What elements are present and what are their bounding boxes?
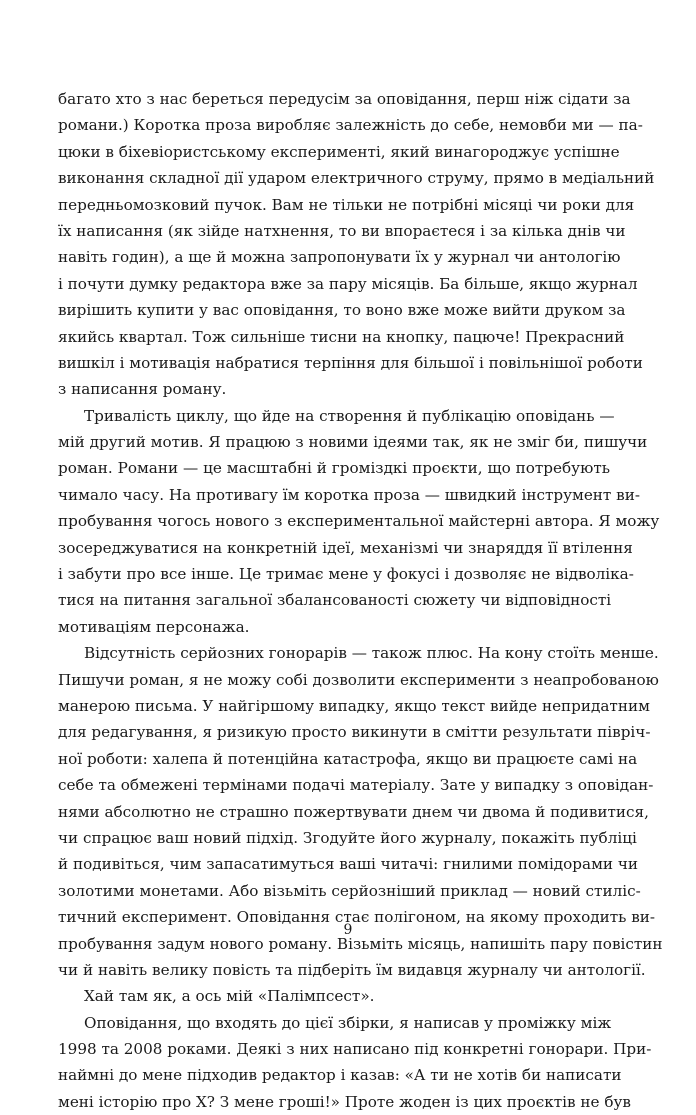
text-line: тися на питання загальної збалансованості сюжету чи відповідності	[58, 591, 612, 610]
paragraph	[58, 1010, 652, 1115]
text-line: тичний експеримент. Оповідання стає полігоном, на якому проходить ви-	[58, 908, 656, 927]
text-line: Пишучи роман, я не можу собі дозволити експерименти з неапробованою	[58, 670, 659, 689]
text-line: пробування задум нового роману. Візьміть місяць, напишіть пару повістин	[58, 934, 663, 953]
text-line: Хай там як, а ось мій «Палімпсест».	[84, 987, 375, 1006]
text-line: Тривалість циклу, що йде на створення й публікацію оповідань —	[84, 406, 615, 425]
text-line: себе та обмежені термінами подачі матеріалу. Зате у випадку з оповідан-	[58, 776, 654, 795]
text-line: вишкіл і мотивація набратися терпіння для більшої і повільнішої роботи	[58, 353, 643, 372]
text-line: якийсь квартал. Тож сильніше тисни на кнопку, пацюче! Прекрасний	[58, 327, 625, 346]
paragraph	[58, 403, 660, 641]
text-line: Відсутність серйозних гонорарів — також плюс. На кону стоїть менше.	[84, 644, 659, 663]
text-line: ної роботи: халепа й потенційна катастрофа, якщо ви працюєте самі на	[58, 749, 638, 768]
text-line: наймні до мене підходив редактор і казав: «А ти не хотів би написати	[58, 1066, 622, 1085]
paragraph	[58, 86, 655, 403]
text-line: навіть годин), а ще й можна запропонувати їх у журнал чи антологію	[58, 248, 621, 267]
text-line: мені історію про Х? З мене гроші!» Проте жоден із цих проєктів не був	[58, 1092, 631, 1111]
text-line: зосереджуватися на конкретній ідеї, механізмі чи знаряддя її втілення	[58, 538, 633, 557]
text-line: чи й навіть велику повість та підберіть їм видавця журналу чи антології.	[58, 960, 646, 979]
text-line: і почути думку редактора вже за пару місяців. Ба більше, якщо журнал	[58, 274, 638, 293]
text-line: чимало часу. На противагу їм коротка проза — швидкий інструмент ви-	[58, 485, 640, 504]
text-line: цюки в біхевіористському експерименті, який винагороджує успішне	[58, 142, 620, 161]
text-line: мотиваціям персонажа.	[58, 617, 250, 636]
text-line: золотими монетами. Або візьміть серйозніший приклад — новий стиліс-	[58, 881, 641, 900]
text-line: пробування чогось нового з експериментальної майстерні автора. Я можу	[58, 512, 660, 531]
text-line: багато хто з нас береться передусім за оповідання, перш ніж сідати за	[58, 90, 631, 108]
text-line: й подивіться, чим запасатимуться ваші читачі: гнилими помідорами чи	[58, 855, 638, 874]
text-line: для редагування, я ризикую просто викинути в смітти результати півріч-	[58, 723, 651, 742]
text-line: Оповідання, що входять до цієї збірки, я написав у проміжку між	[84, 1013, 612, 1032]
text-line: 1998 та 2008 роками. Деякі з них написано під конкретні гонорари. При-	[58, 1040, 652, 1059]
text-line: нями абсолютно не страшно пожертвувати днем чи двома й подивитися,	[58, 802, 649, 821]
text-line: мій другий мотив. Я працюю з новими ідеями так, як не зміг би, пишучи	[58, 433, 648, 452]
text-line: передньомозковий пучок. Вам не тільки не потрібні місяці чи роки для	[58, 195, 635, 214]
text-line: і забути про все інше. Це тримає мене у фокусі і дозволяє не відволіка-	[58, 565, 634, 584]
page-number: 9	[343, 922, 353, 938]
text-line: з написання роману.	[58, 380, 227, 399]
paragraph	[58, 983, 610, 1009]
text-line: роман. Романи — це масштабні й громіздкі проєкти, що потребують	[58, 459, 610, 478]
text-line: манерою письма. У найгіршому випадку, якщо текст вийде непридатним	[58, 696, 650, 715]
text-line: романи.) Коротка проза виробляє залежність до себе, немовби ми — па-	[58, 116, 643, 135]
text-line: їх написання (як зійде натхнення, то ви впораєтеся і за кілька днів чи	[58, 221, 626, 240]
page-body	[58, 86, 663, 1115]
text-line: вирішить купити у вас оповідання, то воно вже може вийти друком за	[58, 301, 626, 320]
text-line: чи спрацює ваш новий підхід. Згодуйте його журналу, покажіть публіці	[58, 828, 637, 847]
text-line: виконання складної дії ударом електричного струму, прямо в медіальний	[58, 169, 655, 188]
